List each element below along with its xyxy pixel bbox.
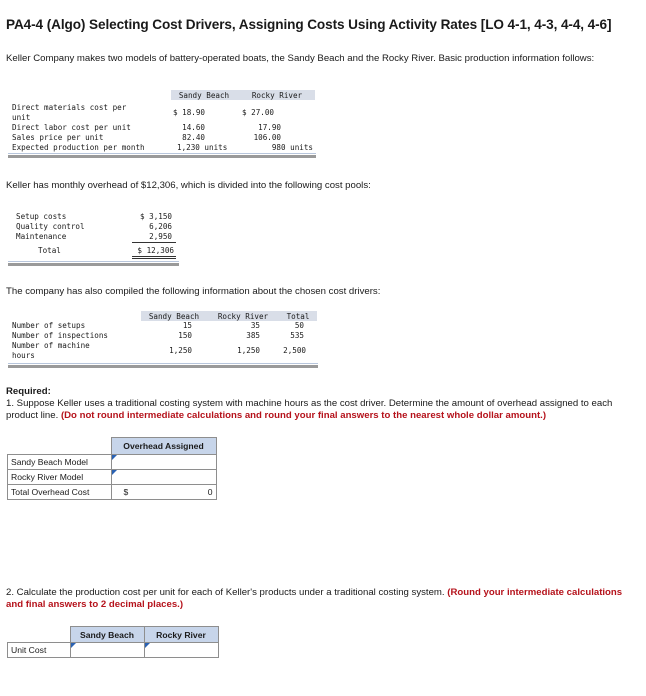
drivers-divider	[8, 365, 318, 368]
pool-total-label: Total	[38, 246, 61, 255]
production-row-value: 82.40	[182, 133, 205, 142]
driver-row-value: 1,250	[237, 346, 260, 355]
drivers-divider	[8, 363, 318, 364]
driver-row-value: 35	[250, 321, 260, 330]
unit-cost-col-sandy: Sandy Beach	[70, 627, 144, 643]
question-1-note: (Do not round intermediate calculations and round your final answers to the nearest whole dollar amount.)	[60, 410, 547, 422]
driver-row-label: Number of setups	[12, 321, 86, 330]
production-row-value: 106.00	[253, 133, 281, 142]
input-marker-icon	[145, 643, 150, 648]
driver-row-value: 15	[182, 321, 192, 330]
pools-divider	[8, 263, 179, 266]
driver-row-value: 50	[294, 321, 304, 330]
pool-label: Quality control	[16, 222, 85, 231]
rocky-overhead-input[interactable]	[111, 470, 216, 485]
driver-row-value: 385	[246, 331, 260, 340]
drivers-col-total: Total	[286, 312, 310, 321]
intro-text: Keller Company makes two models of battery-operated boats, the Sandy Beach and the Rocky River. Basic production information follows:	[6, 53, 595, 64]
pool-label: Maintenance	[16, 232, 67, 241]
drivers-col-rocky: Rocky River	[217, 312, 269, 321]
rocky-unit-cost-input[interactable]	[144, 643, 218, 658]
production-row-value: 17.90	[258, 123, 281, 132]
question-2-text	[6, 587, 638, 612]
question-2-body: 2. Calculate the production cost per unit for each of Keller's products under a traditional costing system.	[6, 587, 445, 598]
production-row-label: Sales price per unit	[12, 133, 104, 142]
overhead-intro-text: Keller has monthly overhead of $12,306, which is divided into the following cost pools:	[6, 180, 371, 191]
page-title: PA4-4 (Algo) Selecting Cost Drivers, Assigning Costs Using Activity Rates [LO 4-1, 4-3, 4-4, 4-6]	[6, 17, 612, 32]
driver-row-label: hours	[12, 351, 35, 360]
production-row-label: Direct materials cost per	[12, 103, 127, 112]
drivers-intro-text: The company has also compiled the following information about the chosen cost drivers:	[6, 286, 381, 297]
row-label-rocky: Rocky River Model	[8, 470, 112, 485]
unit-cost-table	[7, 626, 219, 658]
sandy-overhead-input[interactable]	[111, 455, 216, 470]
overhead-assigned-table	[7, 437, 217, 500]
pool-value: $ 3,150	[139, 212, 172, 221]
production-row-value: 1,230 units	[177, 143, 228, 152]
pools-divider	[8, 261, 179, 262]
question-1-text	[6, 398, 638, 423]
driver-row-value: 2,500	[283, 346, 306, 355]
pool-total-value: $ 12,306	[137, 246, 174, 255]
driver-row-value: 1,250	[169, 346, 192, 355]
production-row-label: unit	[12, 113, 31, 122]
question-2-note: (Round your intermediate calculations and final answers to 2 decimal places.)	[6, 587, 623, 611]
unit-cost-col-rocky: Rocky River	[144, 627, 218, 643]
production-divider	[8, 155, 316, 158]
pool-underline	[132, 242, 176, 243]
production-col-rocky: Rocky River	[251, 91, 303, 100]
pool-double-underline	[132, 258, 176, 259]
production-row-value: $ 27.00	[242, 108, 275, 117]
production-row-value: 980 units	[271, 143, 313, 152]
sandy-unit-cost-input[interactable]	[70, 643, 144, 658]
pool-double-underline	[132, 256, 176, 257]
total-overhead-value: 0	[207, 487, 213, 497]
production-col-sandy: Sandy Beach	[178, 91, 230, 100]
driver-row-value: 535	[290, 331, 304, 340]
unit-cost-row-label: Unit Cost	[8, 643, 71, 658]
production-row-value: 14.60	[182, 123, 205, 132]
corner-cell	[8, 627, 71, 643]
corner-cell	[8, 438, 112, 455]
total-overhead-cell	[111, 485, 216, 500]
production-row-label: Direct labor cost per unit	[12, 123, 131, 132]
question-1-body: 1. Suppose Keller uses a traditional costing system with machine hours as the cost driver. Determine the amount of overhead assigned to each product line.	[6, 398, 613, 422]
driver-row-label: Number of machine	[12, 341, 90, 350]
input-marker-icon	[112, 455, 117, 460]
pool-value: 2,950	[149, 232, 172, 241]
input-marker-icon	[71, 643, 76, 648]
required-heading: Required:	[6, 386, 51, 397]
pool-value: 6,206	[149, 222, 172, 231]
currency-sign: $	[123, 487, 129, 497]
production-row-value: $ 18.90	[173, 108, 206, 117]
driver-row-label: Number of inspections	[12, 331, 109, 340]
production-row-label: Expected production per month	[12, 143, 145, 152]
row-label-total: Total Overhead Cost	[8, 485, 112, 500]
driver-row-value: 150	[178, 331, 192, 340]
production-divider	[8, 153, 316, 154]
row-label-sandy: Sandy Beach Model	[8, 455, 112, 470]
pool-label: Setup costs	[16, 212, 67, 221]
overhead-assigned-header: Overhead Assigned	[111, 438, 216, 455]
input-marker-icon	[112, 470, 117, 475]
drivers-col-sandy: Sandy Beach	[148, 312, 200, 321]
